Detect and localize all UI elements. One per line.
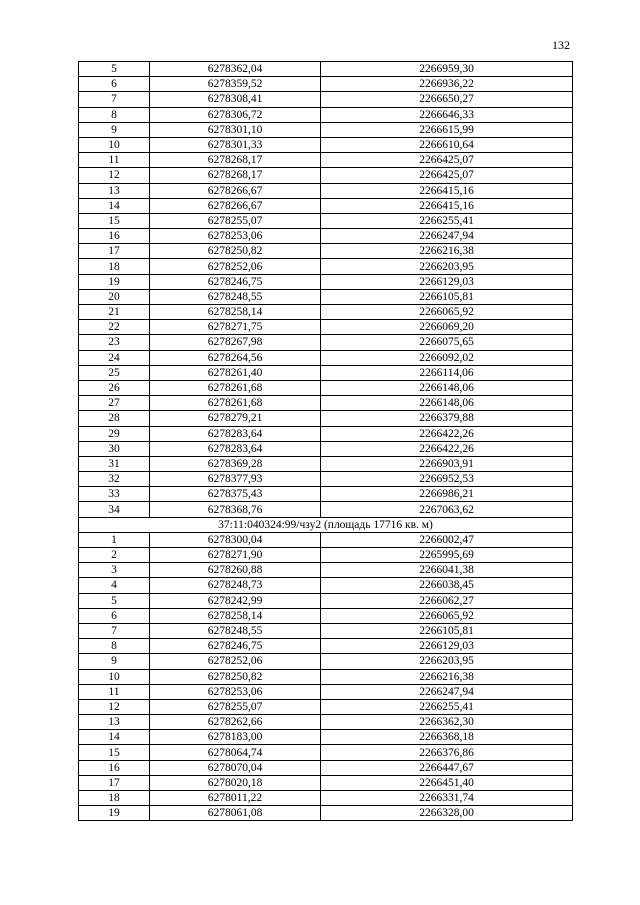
table-row [79, 669, 573, 684]
x-coordinate-cell: 6278368,76 [150, 502, 321, 517]
x-coordinate-cell: 6278375,43 [150, 487, 321, 502]
x-coordinate-cell: 6278266,67 [150, 198, 321, 213]
y-coordinate-cell: 2266415,16 [321, 198, 573, 213]
x-coordinate-cell: 6278258,14 [150, 305, 321, 320]
point-number-cell: 12 [79, 699, 150, 714]
y-coordinate-cell: 2266105,81 [321, 623, 573, 638]
table-row [79, 198, 573, 213]
y-coordinate-cell: 2266422,26 [321, 441, 573, 456]
point-number-cell: 24 [79, 350, 150, 365]
table-row [79, 487, 573, 502]
page-number: 132 [552, 38, 570, 52]
coordinates-table [78, 61, 573, 821]
point-number-cell: 17 [79, 244, 150, 259]
table-row [79, 320, 573, 335]
table-row [79, 153, 573, 168]
table-row [79, 274, 573, 289]
y-coordinate-cell: 2266415,16 [321, 183, 573, 198]
x-coordinate-cell: 6278271,75 [150, 320, 321, 335]
point-number-cell: 27 [79, 396, 150, 411]
y-coordinate-cell: 2266615,99 [321, 122, 573, 137]
x-coordinate-cell: 6278248,55 [150, 289, 321, 304]
x-coordinate-cell: 6278261,68 [150, 396, 321, 411]
table-row [79, 639, 573, 654]
point-number-cell: 20 [79, 289, 150, 304]
y-coordinate-cell: 2266368,18 [321, 730, 573, 745]
y-coordinate-cell: 2266328,00 [321, 806, 573, 821]
table-row [79, 760, 573, 775]
table-row [79, 122, 573, 137]
table-row [79, 456, 573, 471]
table-row [79, 502, 573, 517]
x-coordinate-cell: 6278020,18 [150, 775, 321, 790]
point-number-cell: 30 [79, 441, 150, 456]
table-row [79, 213, 573, 228]
x-coordinate-cell: 6278279,21 [150, 411, 321, 426]
table-row [79, 684, 573, 699]
table-row [79, 137, 573, 152]
table-row [79, 62, 573, 77]
table-row [79, 578, 573, 593]
y-coordinate-cell: 2266038,45 [321, 578, 573, 593]
section-header-row [79, 517, 573, 532]
x-coordinate-cell: 6278268,17 [150, 168, 321, 183]
x-coordinate-cell: 6278300,04 [150, 532, 321, 547]
table-row [79, 745, 573, 760]
x-coordinate-cell: 6278242,99 [150, 593, 321, 608]
table-row [79, 730, 573, 745]
x-coordinate-cell: 6278258,14 [150, 608, 321, 623]
y-coordinate-cell: 2266075,65 [321, 335, 573, 350]
x-coordinate-cell: 6278369,28 [150, 456, 321, 471]
y-coordinate-cell: 2266451,40 [321, 775, 573, 790]
x-coordinate-cell: 6278301,10 [150, 122, 321, 137]
table-row [79, 775, 573, 790]
y-coordinate-cell: 2266092,02 [321, 350, 573, 365]
x-coordinate-cell: 6278267,98 [150, 335, 321, 350]
table-row [79, 365, 573, 380]
y-coordinate-cell: 2266069,20 [321, 320, 573, 335]
point-number-cell: 26 [79, 380, 150, 395]
x-coordinate-cell: 6278064,74 [150, 745, 321, 760]
table-row [79, 244, 573, 259]
x-coordinate-cell: 6278061,08 [150, 806, 321, 821]
point-number-cell: 14 [79, 198, 150, 213]
y-coordinate-cell: 2266247,94 [321, 229, 573, 244]
point-number-cell: 31 [79, 456, 150, 471]
point-number-cell: 7 [79, 623, 150, 638]
point-number-cell: 29 [79, 426, 150, 441]
y-coordinate-cell: 2266216,38 [321, 669, 573, 684]
y-coordinate-cell: 2266331,74 [321, 791, 573, 806]
point-number-cell: 25 [79, 365, 150, 380]
table-row [79, 426, 573, 441]
y-coordinate-cell: 2266148,06 [321, 396, 573, 411]
point-number-cell: 18 [79, 259, 150, 274]
point-number-cell: 28 [79, 411, 150, 426]
y-coordinate-cell: 2266062,27 [321, 593, 573, 608]
y-coordinate-cell: 2266447,67 [321, 760, 573, 775]
table-row [79, 350, 573, 365]
y-coordinate-cell: 2266216,38 [321, 244, 573, 259]
x-coordinate-cell: 6278261,68 [150, 380, 321, 395]
y-coordinate-cell: 2267063,62 [321, 502, 573, 517]
y-coordinate-cell: 2266255,41 [321, 213, 573, 228]
table-row [79, 77, 573, 92]
x-coordinate-cell: 6278255,07 [150, 699, 321, 714]
x-coordinate-cell: 6278253,06 [150, 684, 321, 699]
x-coordinate-cell: 6278306,72 [150, 107, 321, 122]
table-row [79, 548, 573, 563]
y-coordinate-cell: 2266650,27 [321, 92, 573, 107]
point-number-cell: 7 [79, 92, 150, 107]
x-coordinate-cell: 6278268,17 [150, 153, 321, 168]
point-number-cell: 9 [79, 654, 150, 669]
x-coordinate-cell: 6278248,73 [150, 578, 321, 593]
y-coordinate-cell: 2266959,30 [321, 62, 573, 77]
point-number-cell: 2 [79, 548, 150, 563]
point-number-cell: 13 [79, 715, 150, 730]
point-number-cell: 5 [79, 593, 150, 608]
point-number-cell: 11 [79, 153, 150, 168]
x-coordinate-cell: 6278252,06 [150, 654, 321, 669]
table-row [79, 396, 573, 411]
y-coordinate-cell: 2266362,30 [321, 715, 573, 730]
y-coordinate-cell: 2266610,64 [321, 137, 573, 152]
y-coordinate-cell: 2266065,92 [321, 305, 573, 320]
point-number-cell: 8 [79, 107, 150, 122]
table-row [79, 335, 573, 350]
x-coordinate-cell: 6278246,75 [150, 639, 321, 654]
table-row [79, 92, 573, 107]
table-row [79, 654, 573, 669]
table-row [79, 699, 573, 714]
table-row [79, 532, 573, 547]
x-coordinate-cell: 6278260,88 [150, 563, 321, 578]
point-number-cell: 1 [79, 532, 150, 547]
y-coordinate-cell: 2266041,38 [321, 563, 573, 578]
table-row [79, 608, 573, 623]
point-number-cell: 19 [79, 806, 150, 821]
table-row [79, 791, 573, 806]
y-coordinate-cell: 2266129,03 [321, 639, 573, 654]
table-row [79, 715, 573, 730]
y-coordinate-cell: 2266376,86 [321, 745, 573, 760]
point-number-cell: 32 [79, 472, 150, 487]
table-row [79, 411, 573, 426]
table-row [79, 563, 573, 578]
point-number-cell: 5 [79, 62, 150, 77]
x-coordinate-cell: 6278266,67 [150, 183, 321, 198]
point-number-cell: 17 [79, 775, 150, 790]
x-coordinate-cell: 6278308,41 [150, 92, 321, 107]
table-row [79, 168, 573, 183]
table-row [79, 259, 573, 274]
x-coordinate-cell: 6278250,82 [150, 244, 321, 259]
point-number-cell: 21 [79, 305, 150, 320]
table-row [79, 623, 573, 638]
y-coordinate-cell: 2266002,47 [321, 532, 573, 547]
y-coordinate-cell: 2266114,06 [321, 365, 573, 380]
table-row [79, 441, 573, 456]
y-coordinate-cell: 2266936,22 [321, 77, 573, 92]
table-row [79, 183, 573, 198]
y-coordinate-cell: 2266203,95 [321, 654, 573, 669]
point-number-cell: 13 [79, 183, 150, 198]
y-coordinate-cell: 2266255,41 [321, 699, 573, 714]
table-row [79, 806, 573, 821]
y-coordinate-cell: 2266425,07 [321, 153, 573, 168]
y-coordinate-cell: 2266646,33 [321, 107, 573, 122]
x-coordinate-cell: 6278250,82 [150, 669, 321, 684]
x-coordinate-cell: 6278183,00 [150, 730, 321, 745]
point-number-cell: 12 [79, 168, 150, 183]
y-coordinate-cell: 2266148,06 [321, 380, 573, 395]
x-coordinate-cell: 6278359,52 [150, 77, 321, 92]
table-row [79, 380, 573, 395]
table-row [79, 593, 573, 608]
point-number-cell: 15 [79, 745, 150, 760]
point-number-cell: 11 [79, 684, 150, 699]
x-coordinate-cell: 6278246,75 [150, 274, 321, 289]
point-number-cell: 10 [79, 137, 150, 152]
coordinates-table-body [79, 62, 573, 821]
x-coordinate-cell: 6278362,04 [150, 62, 321, 77]
y-coordinate-cell: 2266986,21 [321, 487, 573, 502]
table-row [79, 305, 573, 320]
point-number-cell: 23 [79, 335, 150, 350]
point-number-cell: 18 [79, 791, 150, 806]
point-number-cell: 8 [79, 639, 150, 654]
y-coordinate-cell: 2266422,26 [321, 426, 573, 441]
table-row [79, 289, 573, 304]
point-number-cell: 10 [79, 669, 150, 684]
y-coordinate-cell: 2266065,92 [321, 608, 573, 623]
point-number-cell: 19 [79, 274, 150, 289]
y-coordinate-cell: 2266425,07 [321, 168, 573, 183]
x-coordinate-cell: 6278377,93 [150, 472, 321, 487]
point-number-cell: 6 [79, 608, 150, 623]
point-number-cell: 16 [79, 229, 150, 244]
point-number-cell: 34 [79, 502, 150, 517]
y-coordinate-cell: 2265995,69 [321, 548, 573, 563]
y-coordinate-cell: 2266105,81 [321, 289, 573, 304]
x-coordinate-cell: 6278262,66 [150, 715, 321, 730]
x-coordinate-cell: 6278264,56 [150, 350, 321, 365]
point-number-cell: 16 [79, 760, 150, 775]
section-header: 37:11:040324:99/чзу2 (площадь 17716 кв. м) [79, 517, 573, 532]
y-coordinate-cell: 2266203,95 [321, 259, 573, 274]
table-row [79, 472, 573, 487]
y-coordinate-cell: 2266379,88 [321, 411, 573, 426]
x-coordinate-cell: 6278248,55 [150, 623, 321, 638]
x-coordinate-cell: 6278283,64 [150, 441, 321, 456]
y-coordinate-cell: 2266247,94 [321, 684, 573, 699]
y-coordinate-cell: 2266952,53 [321, 472, 573, 487]
point-number-cell: 14 [79, 730, 150, 745]
x-coordinate-cell: 6278011,22 [150, 791, 321, 806]
point-number-cell: 15 [79, 213, 150, 228]
x-coordinate-cell: 6278070,04 [150, 760, 321, 775]
x-coordinate-cell: 6278261,40 [150, 365, 321, 380]
table-row [79, 107, 573, 122]
point-number-cell: 22 [79, 320, 150, 335]
point-number-cell: 6 [79, 77, 150, 92]
x-coordinate-cell: 6278283,64 [150, 426, 321, 441]
x-coordinate-cell: 6278271,90 [150, 548, 321, 563]
point-number-cell: 3 [79, 563, 150, 578]
x-coordinate-cell: 6278253,06 [150, 229, 321, 244]
table-row [79, 229, 573, 244]
point-number-cell: 9 [79, 122, 150, 137]
y-coordinate-cell: 2266129,03 [321, 274, 573, 289]
point-number-cell: 33 [79, 487, 150, 502]
y-coordinate-cell: 2266903,91 [321, 456, 573, 471]
point-number-cell: 4 [79, 578, 150, 593]
x-coordinate-cell: 6278252,06 [150, 259, 321, 274]
x-coordinate-cell: 6278255,07 [150, 213, 321, 228]
x-coordinate-cell: 6278301,33 [150, 137, 321, 152]
